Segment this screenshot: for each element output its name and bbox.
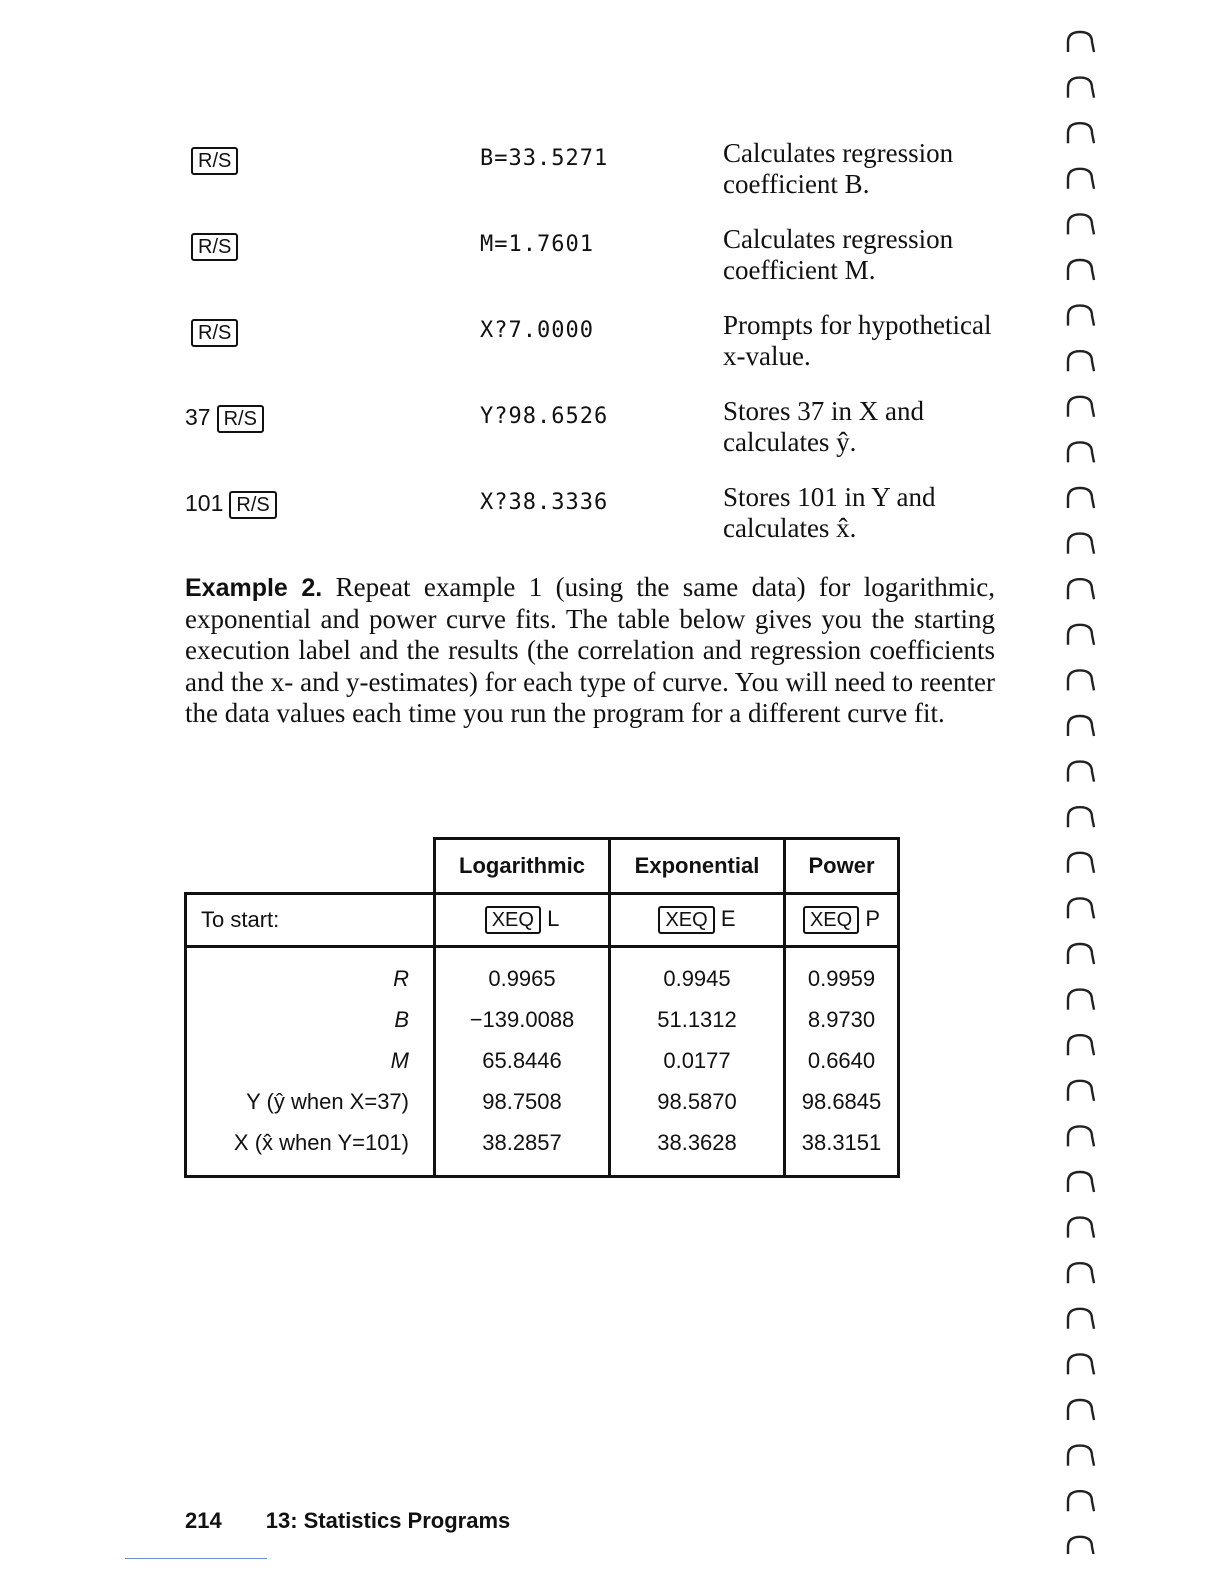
calculator-display: M=1.7601: [480, 232, 594, 257]
calculator-display: Y?98.6526: [480, 404, 609, 429]
binding-ring: [1068, 1081, 1094, 1101]
keystroke: [185, 232, 238, 261]
binding-ring: [1068, 1537, 1094, 1554]
binding-ring: [1068, 351, 1094, 371]
binding-ring: [1068, 534, 1094, 554]
binding-ring: [1068, 762, 1094, 782]
decorative-rule: [125, 1558, 267, 1559]
step-row: [0, 482, 1224, 560]
keystroke: 37 R/S: [185, 404, 264, 433]
binding-ring: [1068, 1354, 1094, 1374]
start-cell: XEQ E: [610, 894, 785, 947]
step-row: [0, 224, 1224, 302]
binding-rings: [1062, 14, 1102, 1554]
step-row: [0, 396, 1224, 474]
binding-ring: [1068, 1309, 1094, 1329]
step-description: Stores 101 in Y and calculates x̂.: [723, 482, 936, 543]
table-row: R 0.9965 0.9945 0.9959: [186, 947, 899, 1000]
column-header: Exponential: [610, 839, 785, 894]
calculator-display: X?38.3336: [480, 490, 609, 515]
binding-ring: [1068, 625, 1094, 645]
step-description: Calculates regression coefficient B.: [723, 138, 954, 199]
xeq-key: XEQ: [658, 906, 714, 934]
column-header: Logarithmic: [435, 839, 610, 894]
binding-ring: [1068, 1218, 1094, 1238]
binding-ring: [1068, 853, 1094, 873]
table-row: X (x̂ when Y=101) 38.2857 38.3628 38.3151: [186, 1122, 899, 1177]
keystroke: [185, 318, 238, 347]
start-cell: XEQ L: [435, 894, 610, 947]
binding-ring: [1068, 123, 1094, 143]
step-description: Prompts for hypothetical x-value.: [723, 310, 992, 371]
binding-ring: [1068, 1263, 1094, 1283]
calculator-display: B=33.5271: [480, 146, 609, 171]
binding-ring: [1068, 990, 1094, 1010]
xeq-key: XEQ: [485, 906, 541, 934]
binding-ring: [1068, 670, 1094, 690]
binding-ring: [1068, 397, 1094, 417]
table-row: M 65.8446 0.0177 0.6640: [186, 1040, 899, 1081]
binding-ring: [1068, 1491, 1094, 1511]
binding-ring: [1068, 579, 1094, 599]
binding-ring: [1068, 807, 1094, 827]
keystroke: 101 R/S: [185, 490, 277, 519]
rs-key: R/S: [191, 319, 238, 347]
keystroke: [185, 146, 238, 175]
binding-ring: [1068, 442, 1094, 462]
example-paragraph: [185, 572, 995, 729]
page-number: 214: [185, 1508, 222, 1533]
table-row: B −139.0088 51.1312 8.9730: [186, 999, 899, 1040]
page-footer: [185, 1508, 510, 1534]
step-description: Calculates regression coefficient M.: [723, 224, 954, 285]
binding-ring: [1068, 1400, 1094, 1420]
rs-key: R/S: [229, 491, 276, 519]
binding-ring: [1068, 944, 1094, 964]
step-description: Stores 37 in X and calculates ŷ.: [723, 396, 924, 457]
start-label: To start:: [186, 894, 435, 947]
binding-ring: [1068, 488, 1094, 508]
binding-ring: [1068, 716, 1094, 736]
binding-ring: [1068, 32, 1094, 52]
rs-key: R/S: [191, 233, 238, 261]
example-heading: Example 2.: [185, 574, 323, 602]
binding-ring: [1068, 898, 1094, 918]
example-text: Repeat example 1 (using the same data) for logarithmic, exponential and power curve fits. The table below gives you the starting execution label and the results (the correlation and regression coefficients and the x- and y-estimates) for each type of curve. You will need to reenter the data values each time you run the program for a different curve fit.: [185, 572, 995, 728]
binding-ring: [1068, 260, 1094, 280]
results-table: [184, 837, 900, 1178]
table-corner: [186, 839, 435, 894]
step-row: [0, 310, 1224, 388]
binding-ring: [1068, 1446, 1094, 1466]
rs-key: R/S: [191, 147, 238, 175]
binding-ring: [1068, 169, 1094, 189]
binding-ring: [1068, 1035, 1094, 1055]
binding-ring: [1068, 1126, 1094, 1146]
binding-ring: [1068, 214, 1094, 234]
step-row: [0, 138, 1224, 216]
start-cell: XEQ P: [785, 894, 899, 947]
binding-ring: [1068, 78, 1094, 98]
xeq-key: XEQ: [803, 906, 859, 934]
binding-ring: [1068, 1172, 1094, 1192]
column-header: Power: [785, 839, 899, 894]
rs-key: R/S: [217, 405, 264, 433]
binding-ring: [1068, 306, 1094, 326]
chapter-title: 13: Statistics Programs: [265, 1508, 511, 1533]
calculator-display: X?7.0000: [480, 318, 594, 343]
table-row: Y (ŷ when X=37) 98.7508 98.5870 98.6845: [186, 1081, 899, 1122]
